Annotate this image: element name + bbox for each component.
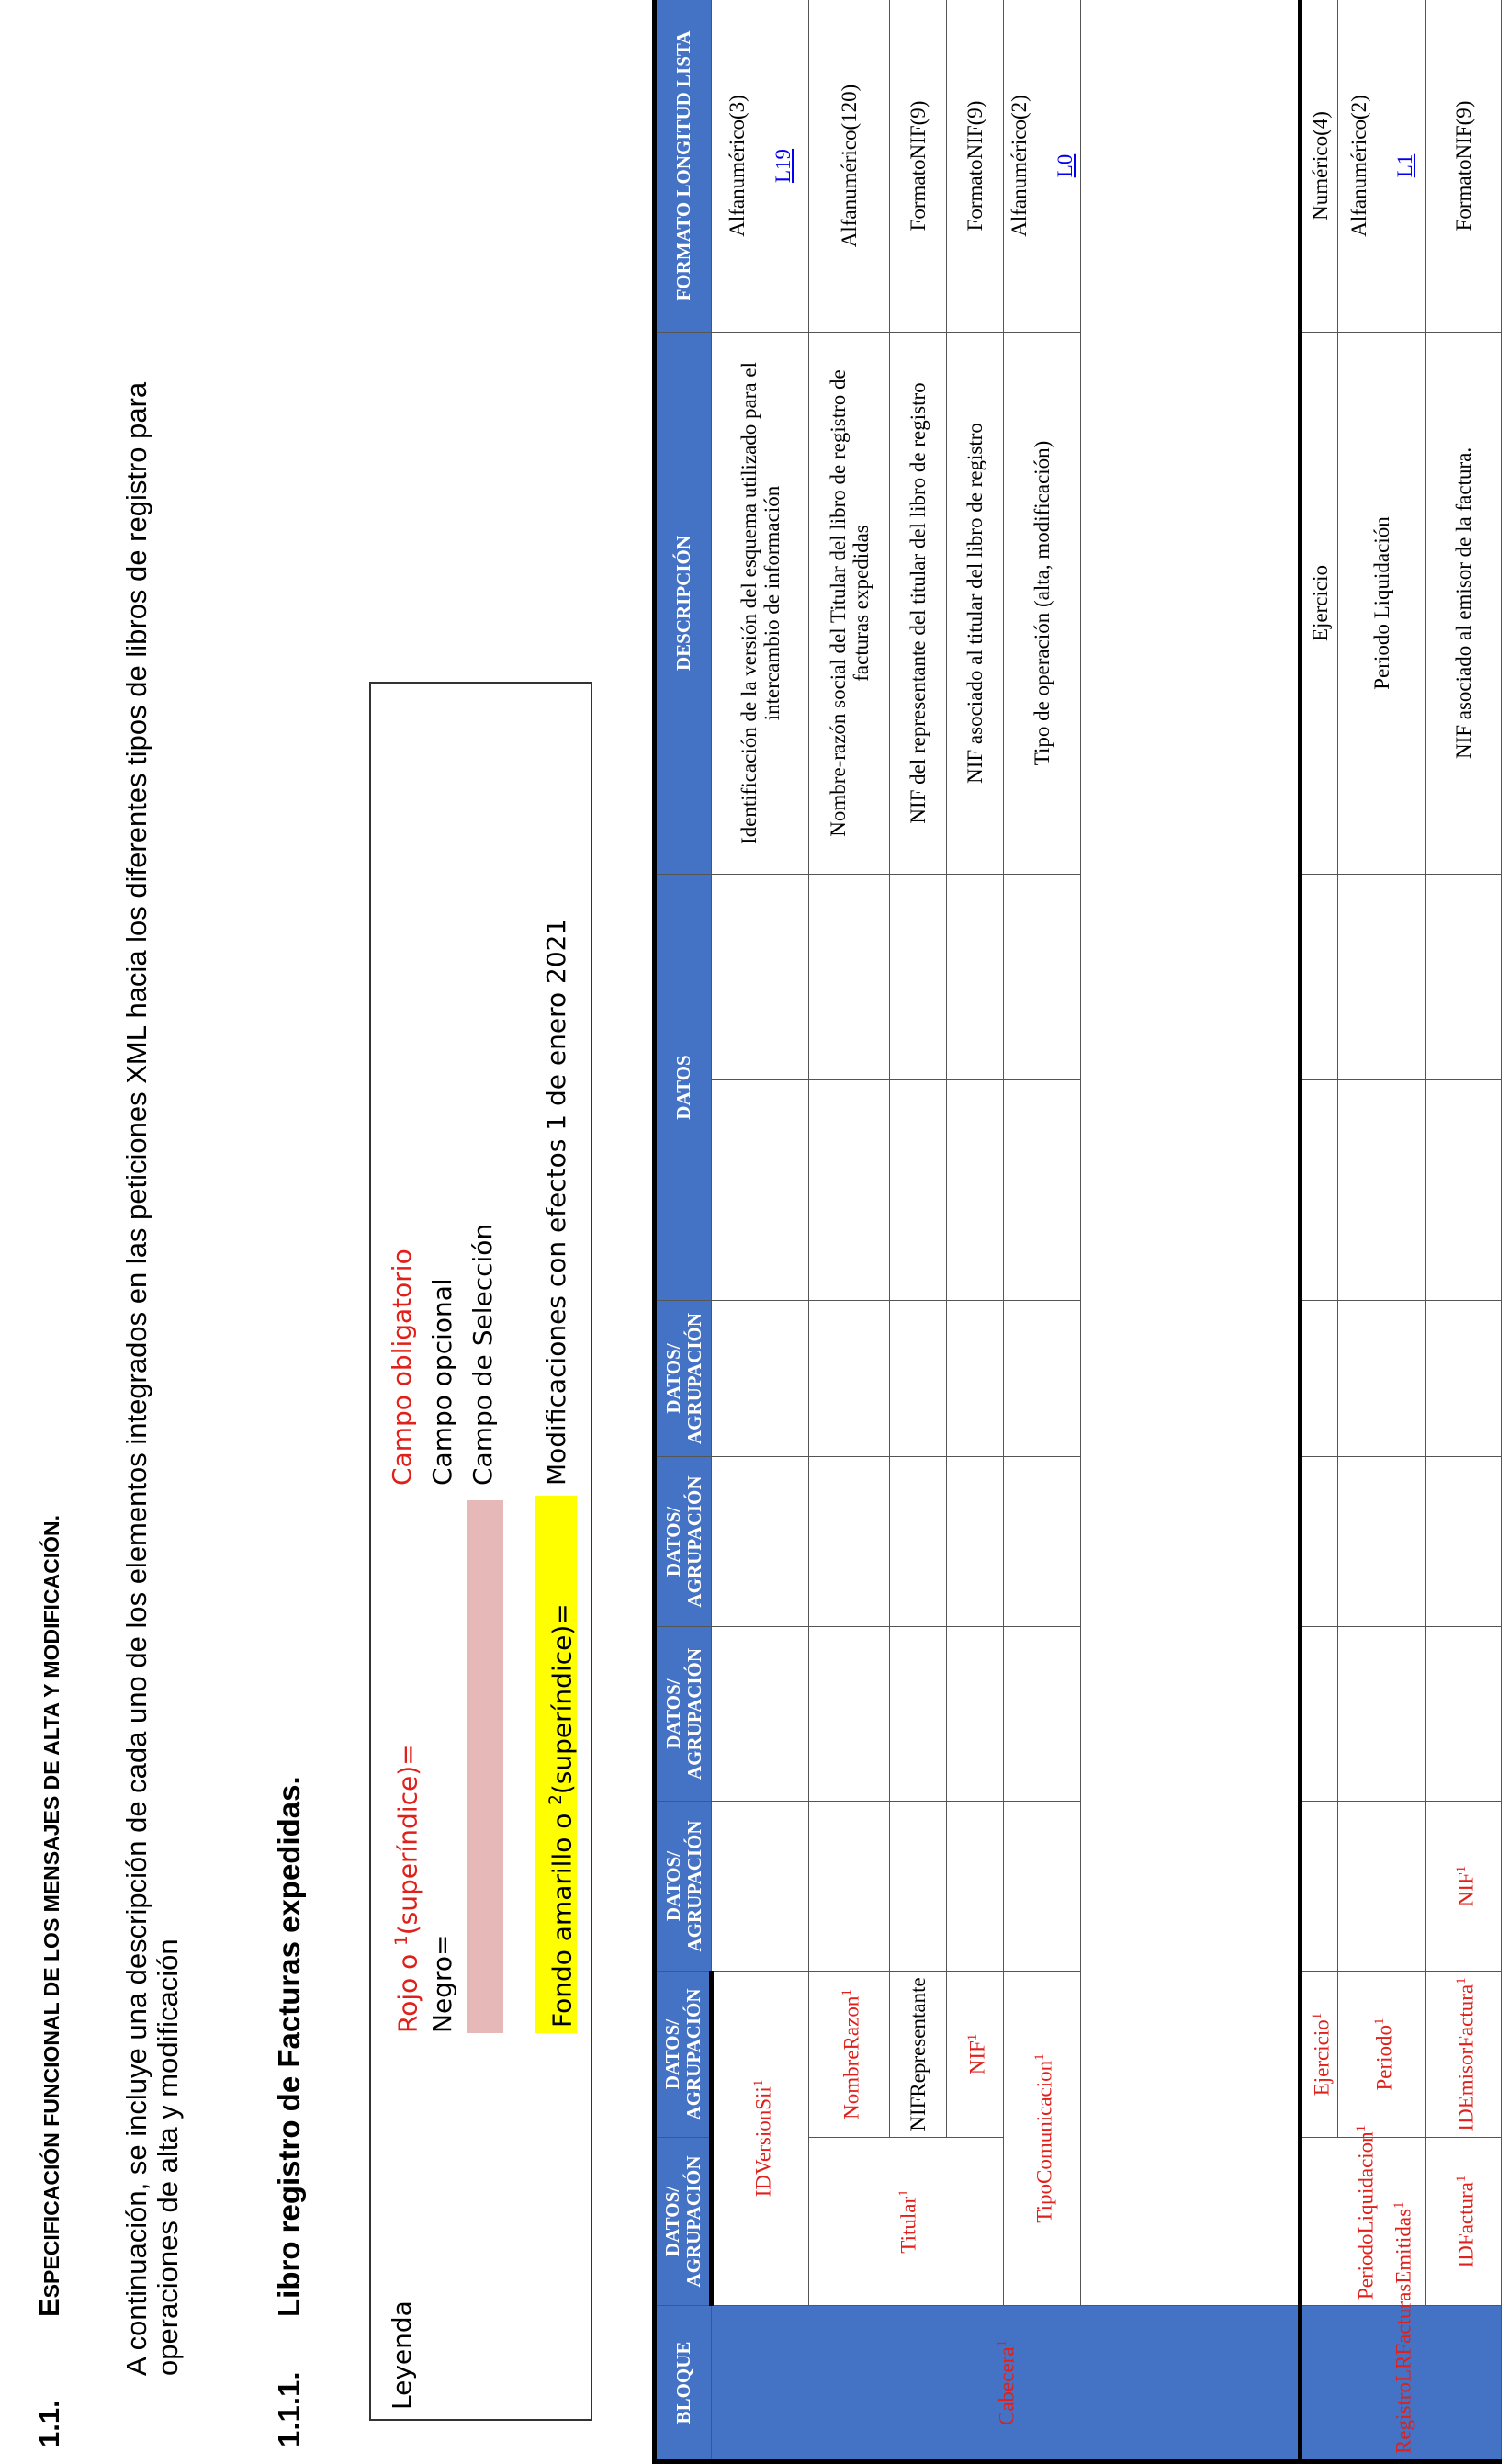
- header-datos-agrupacion-2: DATOS/ AGRUPACIÓN: [655, 1972, 712, 2138]
- header-bloque: BLOQUE: [655, 2306, 712, 2462]
- facturas-expedidas-table: [652, 0, 1502, 2464]
- cell-nifrepresentante-fmt: FormatoNIF(9): [890, 0, 947, 332]
- tipocomunicacion-label: TipoComunicacion: [1032, 2060, 1056, 2223]
- link-l19[interactable]: L19: [772, 148, 794, 184]
- idversionsii-sup: 1: [750, 2079, 766, 2087]
- periodo-fmt-text: Alfanumérico(2): [1347, 95, 1370, 237]
- titular-sup: 1: [896, 2189, 911, 2197]
- cell-nif-emisor: [1426, 1802, 1502, 1972]
- idemisorfactura-label: IDEmisorFactura: [1454, 1984, 1478, 2131]
- legend-black-label: Negro=: [427, 1934, 457, 2033]
- cell-nombrerazon: [809, 1972, 890, 2138]
- nombrerazon-sup: 1: [839, 1989, 854, 1996]
- bloque-cabecera: [712, 2306, 1301, 2462]
- legend-black-value: Campo opcional: [427, 1278, 457, 1486]
- nif-emisor-label: NIF: [1454, 1872, 1478, 1907]
- cell-nif-emisor-fmt: FormatoNIF(9): [1426, 0, 1502, 332]
- legend-yellow-sup: 2: [547, 1794, 566, 1805]
- subsection-title: Libro registro de Facturas expedidas.: [272, 1776, 306, 2317]
- legend-yellow-suffix: (superíndice)=: [547, 1603, 578, 1795]
- tipocomunicacion-sup: 1: [1031, 2053, 1047, 2061]
- legend-pink-value: Campo de Selección: [468, 1223, 498, 1486]
- legend-yellow-value: Modificaciones con efectos 1 de enero 2021: [541, 918, 571, 1486]
- idfactura-sup: 1: [1453, 2175, 1469, 2183]
- legend-pink-swatch: [467, 1500, 503, 2033]
- cell-idversionsii-desc: Identificación de la versión del esquema utilizado para el intercambio de información: [712, 332, 809, 874]
- idversionsii-fmt-text: Alfanumérico(3): [726, 95, 749, 237]
- tipocomunicacion-fmt-text: Alfanumérico(2): [1008, 95, 1031, 237]
- section-title: [33, 1515, 66, 2317]
- bloque-cabecera-sup: 1: [995, 2340, 1010, 2347]
- table-row: [1004, 0, 1081, 2462]
- table-row: [890, 0, 947, 2462]
- table-row: [1426, 0, 1502, 2462]
- table-row: [809, 0, 890, 2462]
- periodo-label: Periodo: [1372, 2024, 1396, 2091]
- cell-titular: [809, 2138, 1004, 2306]
- legend-red-label: [388, 1744, 423, 2033]
- cell-nif-titular-fmt: FormatoNIF(9): [947, 0, 1004, 332]
- nif-titular-sup: 1: [964, 2033, 980, 2041]
- legend-red-value: Campo obligatorio: [387, 1249, 417, 1486]
- cell-nif-titular: [947, 1972, 1004, 2138]
- titular-label: Titular: [896, 2196, 920, 2254]
- section-title-rest: SPECIFICACIÓN FUNCIONAL DE LOS MENSAJES DE ALTA Y MODIFICACIÓN.: [39, 1514, 63, 2299]
- cell-nif-emisor-desc: NIF asociado al emisor de la factura.: [1426, 332, 1502, 874]
- intro-paragraph: A continuación, se incluye una descripción de cada uno de los elementos integrados en las peticiones XML hacia los diferentes tipos de libros de registro para operaciones de alta y modificación: [120, 381, 184, 2376]
- cell-idversionsii-fmt: [712, 0, 809, 332]
- nombrerazon-label: NombreRazon: [840, 1995, 863, 2119]
- table-row: [712, 0, 809, 2462]
- ejercicio-sup: 1: [1310, 2012, 1325, 2020]
- idemisorfactura-sup: 1: [1453, 1977, 1469, 1984]
- legend-yellow-label: [542, 1603, 577, 2028]
- legend-red-sup: 1: [392, 1935, 411, 1946]
- nif-titular-label: NIF: [965, 2040, 989, 2075]
- cell-nifrepresentante: NIFRepresentante: [890, 1972, 947, 2138]
- legend-box: [369, 682, 592, 2421]
- header-descripcion: DESCRIPCIÓN: [655, 332, 712, 874]
- cell-periodo: [1338, 1972, 1426, 2138]
- header-datos-agrupacion-4: DATOS/ AGRUPACIÓN: [655, 1627, 712, 1802]
- subsection-number: 1.1.1.: [272, 2371, 306, 2447]
- spacer-row: [1081, 0, 1301, 2462]
- section-number: 1.1.: [33, 2400, 65, 2447]
- table-row: [1301, 0, 1338, 2462]
- cell-nifrepresentante-desc: NIF del representante del titular del libro de registro: [890, 332, 947, 874]
- header-datos-agrupacion-1: DATOS/ AGRUPACIÓN: [655, 2138, 712, 2306]
- header-datos-agrupacion-6: DATOS/ AGRUPACIÓN: [655, 1301, 712, 1457]
- cell-idversionsii: [712, 1972, 809, 2306]
- cell-ejercicio: [1301, 1972, 1338, 2138]
- header-datos: DATOS: [655, 874, 712, 1300]
- periodoliquidacion-label: PeriodoLiquidacion: [1355, 2131, 1378, 2300]
- cell-nombrerazon-fmt: Alfanumérico(120): [809, 0, 890, 332]
- cell-ejercicio-desc: Ejercicio: [1301, 332, 1338, 874]
- cell-tipocomunicacion-desc: Tipo de operación (alta, modificación): [1004, 332, 1081, 874]
- section-title-initial: E: [33, 2298, 65, 2317]
- cell-nif-titular-desc: NIF asociado al titular del libro de registro: [947, 332, 1004, 874]
- cell-idemisorfactura: [1426, 1972, 1502, 2138]
- link-l0[interactable]: L0: [1054, 153, 1076, 178]
- legend-yellow-text: Fondo amarillo o: [547, 1804, 578, 2028]
- bloque-registro-label: RegistroLRFacturasEmitidas: [1392, 2208, 1415, 2454]
- table-row: [947, 0, 1004, 2462]
- cell-nombrerazon-desc: Nombre-razón social del Titular del libro de registro de facturas expedidas: [809, 332, 890, 874]
- legend-title: Leyenda: [387, 2300, 417, 2410]
- header-datos-agrupacion-5: DATOS/ AGRUPACIÓN: [655, 1457, 712, 1627]
- bloque-cabecera-label: Cabecera: [996, 2346, 1019, 2426]
- header-datos-agrupacion-3: DATOS/ AGRUPACIÓN: [655, 1802, 712, 1972]
- cell-tipocomunicacion: [1004, 1972, 1081, 2306]
- periodo-sup: 1: [1371, 2018, 1387, 2025]
- cell-periodo-fmt: [1338, 0, 1426, 332]
- table-row: [1338, 0, 1426, 2462]
- cell-ejercicio-fmt: Numérico(4): [1301, 0, 1338, 332]
- idversionsii-label: IDVersionSii: [751, 2086, 775, 2198]
- header-row: [655, 0, 712, 2462]
- periodoliquidacion-sup: 1: [1354, 2124, 1369, 2132]
- link-l1[interactable]: L1: [1393, 153, 1416, 178]
- cell-idfactura: [1426, 2138, 1502, 2306]
- bloque-registro-sup: 1: [1392, 2201, 1407, 2209]
- ejercicio-label: Ejercicio: [1311, 2019, 1334, 2097]
- cell-periodo-desc: Periodo Liquidación: [1338, 332, 1426, 874]
- legend-red-text: Rojo o: [392, 1945, 423, 2033]
- legend-red-suffix: (superíndice)=: [392, 1744, 423, 1936]
- header-formato: FORMATO LONGITUD LISTA: [655, 0, 712, 332]
- nif-emisor-sup: 1: [1453, 1865, 1469, 1873]
- cell-tipocomunicacion-fmt: [1004, 0, 1081, 332]
- idfactura-label: IDFactura: [1454, 2182, 1478, 2268]
